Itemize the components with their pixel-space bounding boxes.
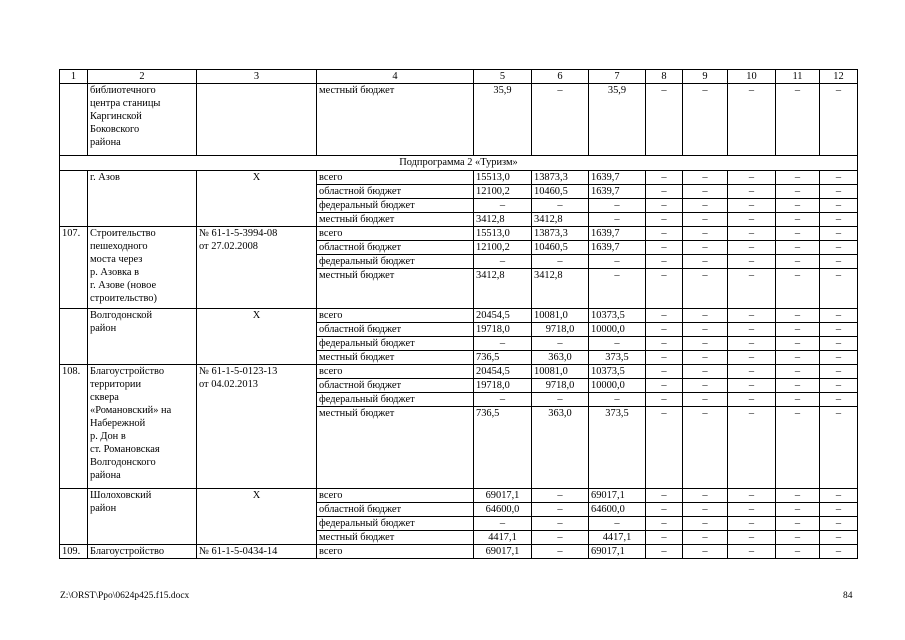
table-row: 108. Благоустройство территории сквера «Романовский» на Набережной р. Дон в ст. Романовская Волгодонского района № 61-1-5-0123-13 от 04.02.2013 всего 20454,5 10081,0 10373,5 – – – – – <box>60 365 858 379</box>
row-number: 108. <box>60 365 88 489</box>
col-header: 9 <box>683 70 728 84</box>
territory-name: г. Азов <box>88 171 197 227</box>
object-name: Благоустройство территории сквера «Романовский» на Набережной р. Дон в ст. Романовская Волгодонского района <box>88 365 197 489</box>
table-row: областной бюджет 12100,2 10460,5 1639,7 – – – – – <box>60 241 858 255</box>
table-row: местный бюджет 3412,8 3412,8 – – – – – – <box>60 213 858 227</box>
col-header: 1 <box>60 70 88 84</box>
expertise-doc: № 61-1-5-0434-14 <box>197 545 317 559</box>
col-header: 6 <box>532 70 589 84</box>
footer-file-path: Z:\ORST\Ppo\0624p425.f15.docx <box>60 591 190 601</box>
table-row: местный бюджет 736,5 363,0 373,5 – – – – – <box>60 351 858 365</box>
table-row: местный бюджет 3412,8 3412,8 – – – – – – <box>60 269 858 309</box>
budget-type: местный бюджет <box>317 84 474 156</box>
expertise-doc: № 61-1-5-0123-13 от 04.02.2013 <box>197 365 317 489</box>
subprogram-row <box>60 156 858 171</box>
table-row: федеральный бюджет – – – – – – – – <box>60 255 858 269</box>
col-header: 8 <box>646 70 683 84</box>
object-name: Благоустройство <box>88 545 197 559</box>
table-row: федеральный бюджет – – – – – – – – <box>60 517 858 531</box>
table-row: областной бюджет 19718,0 9718,0 10000,0 – – – – – <box>60 379 858 393</box>
expertise-doc: № 61-1-5-3994-08 от 27.02.2008 <box>197 227 317 309</box>
col-header: 5 <box>474 70 532 84</box>
table-row: библиотечного центра станицы Каргинской Боковского района местный бюджет 35,9 – 35,9 – – – – – <box>60 84 858 156</box>
table-row: г. Азов Х всего 15513,0 13873,3 1639,7 – – – – – <box>60 171 858 185</box>
col-header: 7 <box>589 70 646 84</box>
col-header: 3 <box>197 70 317 84</box>
table-row: Волгодонской район Х всего 20454,5 10081,0 10373,5 – – – – – <box>60 309 858 323</box>
table-row: областной бюджет 64600,0 – 64600,0 – – – – – <box>60 503 858 517</box>
table-row: федеральный бюджет – – – – – – – – <box>60 337 858 351</box>
budget-table <box>59 69 858 559</box>
territory-name: Шолоховский район <box>88 489 197 545</box>
column-number-row <box>60 70 858 84</box>
col-header: 2 <box>88 70 197 84</box>
table-row: Шолоховский район Х всего 69017,1 – 69017,1 – – – – – <box>60 489 858 503</box>
table-row: местный бюджет 736,5 363,0 373,5 – – – – – <box>60 407 858 489</box>
object-name: Строительство пешеходного моста через р. Азовка в г. Азове (новое строительство) <box>88 227 197 309</box>
row-number: 109. <box>60 545 88 559</box>
table-row: федеральный бюджет – – – – – – – – <box>60 199 858 213</box>
table-row: местный бюджет 4417,1 – 4417,1 – – – – – <box>60 531 858 545</box>
col-header: 11 <box>776 70 820 84</box>
row-number: 107. <box>60 227 88 309</box>
col-header: 10 <box>728 70 776 84</box>
table-row: 109. Благоустройство № 61-1-5-0434-14 всего 69017,1 – 69017,1 – – – – – <box>60 545 858 559</box>
page-number: 84 <box>843 591 853 601</box>
table-row: областной бюджет 19718,0 9718,0 10000,0 – – – – – <box>60 323 858 337</box>
table-row: областной бюджет 12100,2 10460,5 1639,7 – – – – – <box>60 185 858 199</box>
col-header: 4 <box>317 70 474 84</box>
subprogram-title: Подпрограмма 2 «Туризм» <box>60 156 858 171</box>
col-header: 12 <box>820 70 858 84</box>
object-name: библиотечного центра станицы Каргинской Боковского района <box>88 84 197 156</box>
table-row: 107. Строительство пешеходного моста через р. Азовка в г. Азове (новое строительство) № 61-1-5-3994-08 от 27.02.2008 всего 15513,0 13873,3 1639,7 – – – – – <box>60 227 858 241</box>
table-row: федеральный бюджет – – – – – – – – <box>60 393 858 407</box>
territory-name: Волгодонской район <box>88 309 197 365</box>
